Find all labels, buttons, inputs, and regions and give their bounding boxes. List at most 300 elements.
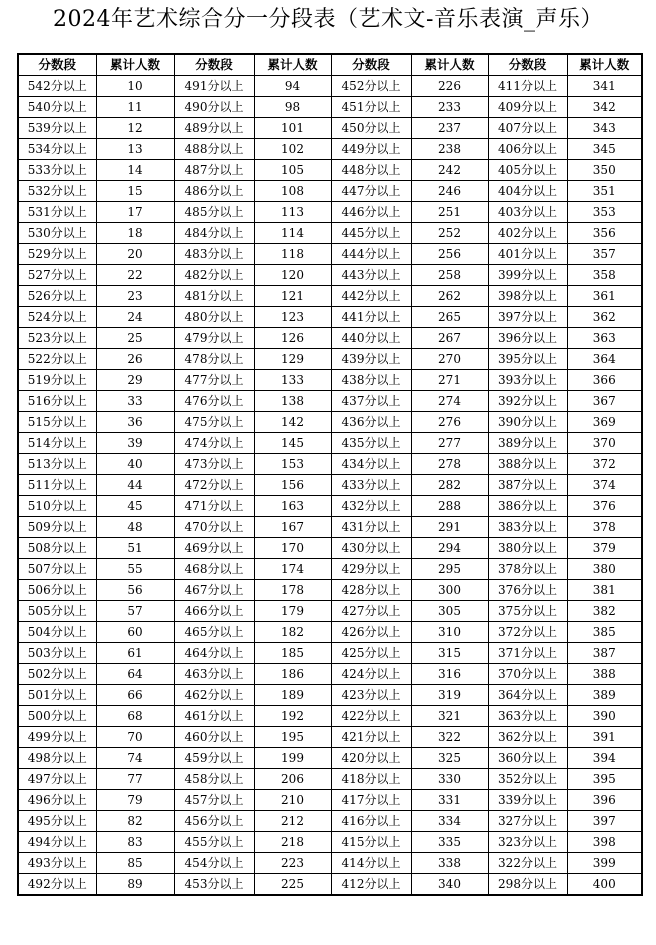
score-range-cell: 451分以上 <box>331 97 411 118</box>
table-row <box>18 328 642 349</box>
cumulative-count-cell: 378 <box>567 517 642 538</box>
score-range-cell: 360分以上 <box>488 748 567 769</box>
score-range-cell: 430分以上 <box>331 538 411 559</box>
header-score-range: 分数段 <box>174 54 254 76</box>
cumulative-count-cell: 74 <box>96 748 174 769</box>
score-range-cell: 497分以上 <box>18 769 96 790</box>
cumulative-count-cell: 400 <box>567 874 642 896</box>
score-range-cell: 431分以上 <box>331 517 411 538</box>
table-row <box>18 160 642 181</box>
table-row <box>18 433 642 454</box>
cumulative-count-cell: 387 <box>567 643 642 664</box>
score-range-cell: 439分以上 <box>331 349 411 370</box>
cumulative-count-cell: 372 <box>567 454 642 475</box>
score-range-cell: 404分以上 <box>488 181 567 202</box>
score-range-cell: 387分以上 <box>488 475 567 496</box>
table-row <box>18 412 642 433</box>
cumulative-count-cell: 22 <box>96 265 174 286</box>
cumulative-count-cell: 29 <box>96 370 174 391</box>
score-range-cell: 454分以上 <box>174 853 254 874</box>
table-row <box>18 538 642 559</box>
score-range-cell: 496分以上 <box>18 790 96 811</box>
table-row <box>18 223 642 244</box>
cumulative-count-cell: 363 <box>567 328 642 349</box>
score-range-cell: 395分以上 <box>488 349 567 370</box>
cumulative-count-cell: 265 <box>411 307 488 328</box>
score-range-cell: 375分以上 <box>488 601 567 622</box>
cumulative-count-cell: 48 <box>96 517 174 538</box>
table-row <box>18 601 642 622</box>
cumulative-count-cell: 98 <box>254 97 331 118</box>
score-range-cell: 401分以上 <box>488 244 567 265</box>
score-range-cell: 540分以上 <box>18 97 96 118</box>
cumulative-count-cell: 13 <box>96 139 174 160</box>
score-range-cell: 539分以上 <box>18 118 96 139</box>
cumulative-count-cell: 353 <box>567 202 642 223</box>
score-range-cell: 397分以上 <box>488 307 567 328</box>
cumulative-count-cell: 376 <box>567 496 642 517</box>
score-range-cell: 509分以上 <box>18 517 96 538</box>
score-range-cell: 414分以上 <box>331 853 411 874</box>
cumulative-count-cell: 18 <box>96 223 174 244</box>
score-range-cell: 456分以上 <box>174 811 254 832</box>
cumulative-count-cell: 170 <box>254 538 331 559</box>
cumulative-count-cell: 226 <box>411 76 488 97</box>
score-range-cell: 383分以上 <box>488 517 567 538</box>
cumulative-count-cell: 64 <box>96 664 174 685</box>
table-row <box>18 118 642 139</box>
score-range-cell: 515分以上 <box>18 412 96 433</box>
score-range-cell: 402分以上 <box>488 223 567 244</box>
table-row <box>18 727 642 748</box>
score-range-cell: 323分以上 <box>488 832 567 853</box>
score-range-cell: 453分以上 <box>174 874 254 896</box>
cumulative-count-cell: 55 <box>96 559 174 580</box>
cumulative-count-cell: 343 <box>567 118 642 139</box>
cumulative-count-cell: 367 <box>567 391 642 412</box>
cumulative-count-cell: 10 <box>96 76 174 97</box>
cumulative-count-cell: 40 <box>96 454 174 475</box>
score-range-cell: 416分以上 <box>331 811 411 832</box>
cumulative-count-cell: 267 <box>411 328 488 349</box>
score-range-cell: 504分以上 <box>18 622 96 643</box>
cumulative-count-cell: 133 <box>254 370 331 391</box>
score-range-cell: 450分以上 <box>331 118 411 139</box>
cumulative-count-cell: 242 <box>411 160 488 181</box>
cumulative-count-cell: 282 <box>411 475 488 496</box>
cumulative-count-cell: 345 <box>567 139 642 160</box>
score-range-cell: 482分以上 <box>174 265 254 286</box>
cumulative-count-cell: 369 <box>567 412 642 433</box>
score-range-cell: 421分以上 <box>331 727 411 748</box>
score-range-cell: 542分以上 <box>18 76 96 97</box>
cumulative-count-cell: 274 <box>411 391 488 412</box>
score-range-cell: 463分以上 <box>174 664 254 685</box>
cumulative-count-cell: 105 <box>254 160 331 181</box>
cumulative-count-cell: 258 <box>411 265 488 286</box>
score-range-cell: 510分以上 <box>18 496 96 517</box>
score-range-cell: 458分以上 <box>174 769 254 790</box>
score-range-cell: 417分以上 <box>331 790 411 811</box>
score-range-cell: 466分以上 <box>174 601 254 622</box>
cumulative-count-cell: 251 <box>411 202 488 223</box>
table-row <box>18 769 642 790</box>
cumulative-count-cell: 364 <box>567 349 642 370</box>
score-range-cell: 449分以上 <box>331 139 411 160</box>
cumulative-count-cell: 381 <box>567 580 642 601</box>
score-range-cell: 461分以上 <box>174 706 254 727</box>
cumulative-count-cell: 350 <box>567 160 642 181</box>
cumulative-count-cell: 163 <box>254 496 331 517</box>
cumulative-count-cell: 388 <box>567 664 642 685</box>
cumulative-count-cell: 294 <box>411 538 488 559</box>
cumulative-count-cell: 156 <box>254 475 331 496</box>
cumulative-count-cell: 256 <box>411 244 488 265</box>
table-row <box>18 874 642 896</box>
score-range-cell: 409分以上 <box>488 97 567 118</box>
score-range-cell: 386分以上 <box>488 496 567 517</box>
table-row <box>18 790 642 811</box>
score-range-cell: 472分以上 <box>174 475 254 496</box>
cumulative-count-cell: 39 <box>96 433 174 454</box>
score-range-cell: 531分以上 <box>18 202 96 223</box>
score-range-cell: 516分以上 <box>18 391 96 412</box>
cumulative-count-cell: 210 <box>254 790 331 811</box>
cumulative-count-cell: 238 <box>411 139 488 160</box>
score-range-cell: 455分以上 <box>174 832 254 853</box>
score-range-cell: 464分以上 <box>174 643 254 664</box>
score-range-cell: 467分以上 <box>174 580 254 601</box>
score-range-cell: 427分以上 <box>331 601 411 622</box>
score-range-cell: 487分以上 <box>174 160 254 181</box>
score-range-cell: 526分以上 <box>18 286 96 307</box>
cumulative-count-cell: 391 <box>567 727 642 748</box>
cumulative-count-cell: 114 <box>254 223 331 244</box>
score-range-cell: 477分以上 <box>174 370 254 391</box>
header-cumulative-count: 累计人数 <box>96 54 174 76</box>
cumulative-count-cell: 192 <box>254 706 331 727</box>
cumulative-count-cell: 338 <box>411 853 488 874</box>
cumulative-count-cell: 291 <box>411 517 488 538</box>
cumulative-count-cell: 396 <box>567 790 642 811</box>
cumulative-count-cell: 25 <box>96 328 174 349</box>
score-range-cell: 527分以上 <box>18 265 96 286</box>
score-range-cell: 532分以上 <box>18 181 96 202</box>
cumulative-count-cell: 271 <box>411 370 488 391</box>
header-cumulative-count: 累计人数 <box>567 54 642 76</box>
cumulative-count-cell: 278 <box>411 454 488 475</box>
score-range-cell: 503分以上 <box>18 643 96 664</box>
cumulative-count-cell: 252 <box>411 223 488 244</box>
score-range-cell: 459分以上 <box>174 748 254 769</box>
cumulative-count-cell: 340 <box>411 874 488 896</box>
cumulative-count-cell: 310 <box>411 622 488 643</box>
score-range-cell: 533分以上 <box>18 160 96 181</box>
cumulative-count-cell: 178 <box>254 580 331 601</box>
score-range-cell: 481分以上 <box>174 286 254 307</box>
score-range-cell: 425分以上 <box>331 643 411 664</box>
cumulative-count-cell: 174 <box>254 559 331 580</box>
score-range-cell: 495分以上 <box>18 811 96 832</box>
cumulative-count-cell: 70 <box>96 727 174 748</box>
score-range-cell: 352分以上 <box>488 769 567 790</box>
table-row <box>18 832 642 853</box>
table-row <box>18 286 642 307</box>
score-range-cell: 380分以上 <box>488 538 567 559</box>
cumulative-count-cell: 305 <box>411 601 488 622</box>
score-range-cell: 484分以上 <box>174 223 254 244</box>
score-range-cell: 485分以上 <box>174 202 254 223</box>
table-row <box>18 643 642 664</box>
cumulative-count-cell: 246 <box>411 181 488 202</box>
cumulative-count-cell: 123 <box>254 307 331 328</box>
score-range-cell: 469分以上 <box>174 538 254 559</box>
cumulative-count-cell: 186 <box>254 664 331 685</box>
cumulative-count-cell: 223 <box>254 853 331 874</box>
score-range-cell: 492分以上 <box>18 874 96 896</box>
score-range-cell: 399分以上 <box>488 265 567 286</box>
cumulative-count-cell: 335 <box>411 832 488 853</box>
score-range-cell: 388分以上 <box>488 454 567 475</box>
cumulative-count-cell: 33 <box>96 391 174 412</box>
table-row <box>18 517 642 538</box>
score-range-cell: 339分以上 <box>488 790 567 811</box>
cumulative-count-cell: 182 <box>254 622 331 643</box>
cumulative-count-cell: 394 <box>567 748 642 769</box>
cumulative-count-cell: 66 <box>96 685 174 706</box>
header-score-range: 分数段 <box>331 54 411 76</box>
score-range-cell: 499分以上 <box>18 727 96 748</box>
score-range-cell: 471分以上 <box>174 496 254 517</box>
score-range-cell: 327分以上 <box>488 811 567 832</box>
cumulative-count-cell: 319 <box>411 685 488 706</box>
score-range-cell: 462分以上 <box>174 685 254 706</box>
score-range-cell: 376分以上 <box>488 580 567 601</box>
score-range-cell: 446分以上 <box>331 202 411 223</box>
table-row <box>18 265 642 286</box>
score-range-cell: 422分以上 <box>331 706 411 727</box>
cumulative-count-cell: 366 <box>567 370 642 391</box>
score-range-cell: 511分以上 <box>18 475 96 496</box>
score-range-cell: 468分以上 <box>174 559 254 580</box>
table-row <box>18 454 642 475</box>
cumulative-count-cell: 24 <box>96 307 174 328</box>
score-range-cell: 465分以上 <box>174 622 254 643</box>
cumulative-count-cell: 142 <box>254 412 331 433</box>
cumulative-count-cell: 129 <box>254 349 331 370</box>
score-range-cell: 498分以上 <box>18 748 96 769</box>
cumulative-count-cell: 295 <box>411 559 488 580</box>
cumulative-count-cell: 351 <box>567 181 642 202</box>
cumulative-count-cell: 60 <box>96 622 174 643</box>
cumulative-count-cell: 102 <box>254 139 331 160</box>
table-row <box>18 496 642 517</box>
cumulative-count-cell: 17 <box>96 202 174 223</box>
score-range-cell: 371分以上 <box>488 643 567 664</box>
score-range-cell: 405分以上 <box>488 160 567 181</box>
table-row <box>18 664 642 685</box>
cumulative-count-cell: 397 <box>567 811 642 832</box>
score-range-cell: 441分以上 <box>331 307 411 328</box>
table-header-row <box>18 54 642 76</box>
score-range-cell: 436分以上 <box>331 412 411 433</box>
cumulative-count-cell: 390 <box>567 706 642 727</box>
cumulative-count-cell: 321 <box>411 706 488 727</box>
score-range-cell: 473分以上 <box>174 454 254 475</box>
score-range-cell: 411分以上 <box>488 76 567 97</box>
score-range-cell: 491分以上 <box>174 76 254 97</box>
cumulative-count-cell: 362 <box>567 307 642 328</box>
table-row <box>18 475 642 496</box>
header-score-range: 分数段 <box>18 54 96 76</box>
table-row <box>18 391 642 412</box>
table-row <box>18 244 642 265</box>
table-row <box>18 307 642 328</box>
cumulative-count-cell: 12 <box>96 118 174 139</box>
score-range-cell: 424分以上 <box>331 664 411 685</box>
score-range-cell: 474分以上 <box>174 433 254 454</box>
score-range-cell: 513分以上 <box>18 454 96 475</box>
score-range-cell: 448分以上 <box>331 160 411 181</box>
cumulative-count-cell: 288 <box>411 496 488 517</box>
cumulative-count-cell: 356 <box>567 223 642 244</box>
score-range-cell: 432分以上 <box>331 496 411 517</box>
score-range-cell: 443分以上 <box>331 265 411 286</box>
cumulative-count-cell: 145 <box>254 433 331 454</box>
score-range-cell: 429分以上 <box>331 559 411 580</box>
cumulative-count-cell: 120 <box>254 265 331 286</box>
cumulative-count-cell: 15 <box>96 181 174 202</box>
cumulative-count-cell: 77 <box>96 769 174 790</box>
score-range-cell: 447分以上 <box>331 181 411 202</box>
table-row <box>18 97 642 118</box>
cumulative-count-cell: 83 <box>96 832 174 853</box>
score-range-cell: 524分以上 <box>18 307 96 328</box>
score-range-cell: 514分以上 <box>18 433 96 454</box>
score-range-cell: 445分以上 <box>331 223 411 244</box>
score-range-cell: 479分以上 <box>174 328 254 349</box>
score-range-cell: 480分以上 <box>174 307 254 328</box>
score-range-cell: 494分以上 <box>18 832 96 853</box>
cumulative-count-cell: 225 <box>254 874 331 896</box>
score-range-cell: 460分以上 <box>174 727 254 748</box>
cumulative-count-cell: 380 <box>567 559 642 580</box>
cumulative-count-cell: 26 <box>96 349 174 370</box>
score-range-cell: 426分以上 <box>331 622 411 643</box>
table-row <box>18 580 642 601</box>
cumulative-count-cell: 334 <box>411 811 488 832</box>
cumulative-count-cell: 20 <box>96 244 174 265</box>
score-range-cell: 457分以上 <box>174 790 254 811</box>
cumulative-count-cell: 206 <box>254 769 331 790</box>
score-range-cell: 423分以上 <box>331 685 411 706</box>
cumulative-count-cell: 126 <box>254 328 331 349</box>
cumulative-count-cell: 89 <box>96 874 174 896</box>
score-range-cell: 298分以上 <box>488 874 567 896</box>
cumulative-count-cell: 276 <box>411 412 488 433</box>
score-range-cell: 483分以上 <box>174 244 254 265</box>
score-range-cell: 396分以上 <box>488 328 567 349</box>
score-range-cell: 403分以上 <box>488 202 567 223</box>
score-range-cell: 500分以上 <box>18 706 96 727</box>
score-range-cell: 493分以上 <box>18 853 96 874</box>
cumulative-count-cell: 277 <box>411 433 488 454</box>
score-range-cell: 437分以上 <box>331 391 411 412</box>
score-range-cell: 523分以上 <box>18 328 96 349</box>
cumulative-count-cell: 358 <box>567 265 642 286</box>
score-range-cell: 506分以上 <box>18 580 96 601</box>
cumulative-count-cell: 45 <box>96 496 174 517</box>
cumulative-count-cell: 68 <box>96 706 174 727</box>
score-range-cell: 519分以上 <box>18 370 96 391</box>
score-range-cell: 501分以上 <box>18 685 96 706</box>
score-range-cell: 522分以上 <box>18 349 96 370</box>
cumulative-count-cell: 51 <box>96 538 174 559</box>
cumulative-count-cell: 79 <box>96 790 174 811</box>
score-range-cell: 444分以上 <box>331 244 411 265</box>
score-range-cell: 392分以上 <box>488 391 567 412</box>
score-range-cell: 364分以上 <box>488 685 567 706</box>
table-row <box>18 139 642 160</box>
cumulative-count-cell: 108 <box>254 181 331 202</box>
page-title: 2024年艺术综合分一分段表（艺术文-音乐表演_声乐） <box>53 7 603 32</box>
cumulative-count-cell: 357 <box>567 244 642 265</box>
cumulative-count-cell: 341 <box>567 76 642 97</box>
table-row <box>18 76 642 97</box>
score-range-cell: 490分以上 <box>174 97 254 118</box>
cumulative-count-cell: 389 <box>567 685 642 706</box>
cumulative-count-cell: 199 <box>254 748 331 769</box>
score-range-cell: 486分以上 <box>174 181 254 202</box>
cumulative-count-cell: 379 <box>567 538 642 559</box>
table-row <box>18 202 642 223</box>
score-range-cell: 534分以上 <box>18 139 96 160</box>
score-range-cell: 507分以上 <box>18 559 96 580</box>
score-range-cell: 440分以上 <box>331 328 411 349</box>
header-score-range: 分数段 <box>488 54 567 76</box>
cumulative-count-cell: 195 <box>254 727 331 748</box>
cumulative-count-cell: 179 <box>254 601 331 622</box>
cumulative-count-cell: 118 <box>254 244 331 265</box>
score-range-cell: 478分以上 <box>174 349 254 370</box>
cumulative-count-cell: 36 <box>96 412 174 433</box>
table-row <box>18 181 642 202</box>
table-row <box>18 685 642 706</box>
cumulative-count-cell: 316 <box>411 664 488 685</box>
cumulative-count-cell: 342 <box>567 97 642 118</box>
score-range-cell: 415分以上 <box>331 832 411 853</box>
score-range-cell: 475分以上 <box>174 412 254 433</box>
cumulative-count-cell: 382 <box>567 601 642 622</box>
cumulative-count-cell: 399 <box>567 853 642 874</box>
cumulative-count-cell: 322 <box>411 727 488 748</box>
cumulative-count-cell: 370 <box>567 433 642 454</box>
score-range-cell: 418分以上 <box>331 769 411 790</box>
cumulative-count-cell: 138 <box>254 391 331 412</box>
score-range-cell: 420分以上 <box>331 748 411 769</box>
header-cumulative-count: 累计人数 <box>411 54 488 76</box>
score-range-cell: 508分以上 <box>18 538 96 559</box>
score-range-cell: 372分以上 <box>488 622 567 643</box>
cumulative-count-cell: 212 <box>254 811 331 832</box>
table-body <box>18 76 642 896</box>
cumulative-count-cell: 121 <box>254 286 331 307</box>
score-range-cell: 435分以上 <box>331 433 411 454</box>
cumulative-count-cell: 56 <box>96 580 174 601</box>
header-cumulative-count: 累计人数 <box>254 54 331 76</box>
cumulative-count-cell: 85 <box>96 853 174 874</box>
score-range-cell: 322分以上 <box>488 853 567 874</box>
